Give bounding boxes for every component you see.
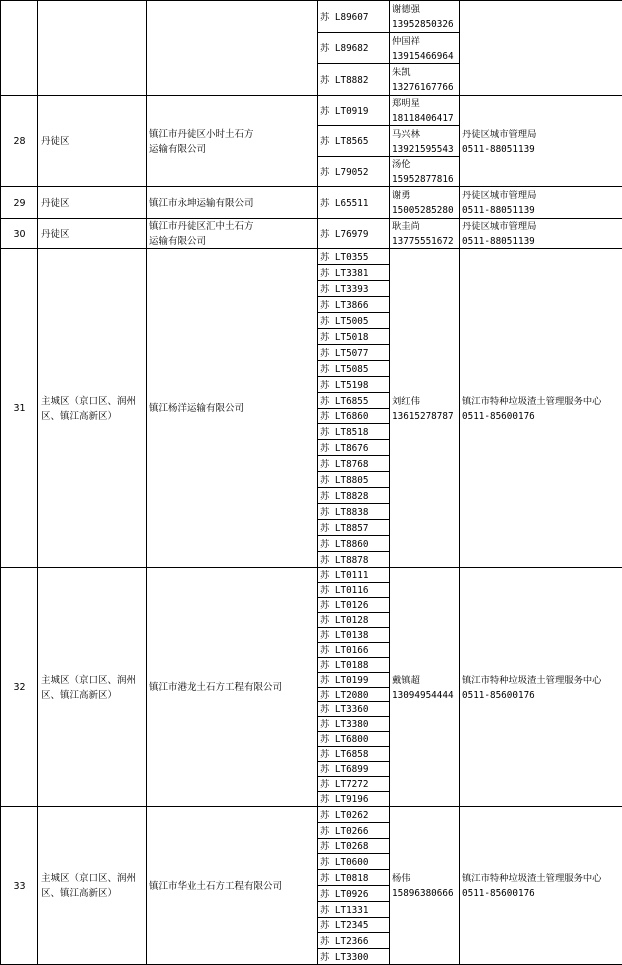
district-cell <box>37 186 147 219</box>
plate-cell <box>317 701 390 717</box>
contact-text: 13615278787 <box>392 410 454 422</box>
plate-cell <box>317 344 390 361</box>
plate-cell <box>317 296 390 313</box>
authority-text: 丹徒区城市管理局 <box>462 221 537 232</box>
contact-cell <box>389 248 460 568</box>
company-name: 镇江市永坤运输有限公司 <box>149 197 254 209</box>
plate-number: 苏 LT0600 <box>320 856 369 868</box>
plate-cell <box>317 312 390 329</box>
company-name: 镇江市丹徒区汇中土石方 <box>149 221 254 232</box>
plate-number: 苏 LT0262 <box>320 809 369 821</box>
plate-cell <box>317 806 390 823</box>
plate-number: 苏 LT0166 <box>320 645 369 656</box>
district-text: 丹徒区 <box>41 136 70 147</box>
company-cell <box>146 186 318 219</box>
contact-text: 18118406417 <box>392 113 454 124</box>
plate-cell <box>317 567 390 583</box>
contact-text: 谢勇 <box>392 190 411 201</box>
plate-cell <box>317 687 390 702</box>
plate-number: 苏 LT0126 <box>320 600 369 611</box>
authority-text: 镇江市特种垃圾渣土管理服务中心 <box>462 395 602 407</box>
authority-text: 0511-85600176 <box>462 410 535 422</box>
plate-number: 苏 LT5018 <box>320 331 369 343</box>
authority-text: 0511-88051139 <box>462 143 535 155</box>
district-text: 主城区（京口区、润州 <box>41 873 137 884</box>
authority-cell <box>459 0 622 96</box>
district-text: 区、镇江高新区） <box>41 888 118 899</box>
plate-cell <box>317 218 390 249</box>
plate-cell <box>317 657 390 673</box>
plate-number: 苏 LT0919 <box>320 105 369 117</box>
authority-text: 0511-85600176 <box>462 888 535 899</box>
plate-number: 苏 L76979 <box>320 228 369 240</box>
contact-text: 13921595543 <box>392 143 454 155</box>
contact-text: 13094954444 <box>392 689 454 701</box>
authority-text: 丹徒区城市管理局 <box>462 190 537 201</box>
plate-cell <box>317 932 390 949</box>
company-name: 运输有限公司 <box>149 236 207 247</box>
plate-number: 苏 LT6860 <box>320 411 369 422</box>
plate-number: 苏 LT3393 <box>320 283 369 295</box>
plate-cell <box>317 186 390 219</box>
contact-text: 仲国祥 <box>392 35 420 47</box>
authority-text: 镇江市特种垃圾渣土管理服务中心 <box>462 674 602 686</box>
plate-number: 苏 LT0188 <box>320 660 369 671</box>
plate-cell <box>317 503 390 520</box>
plate-number: 苏 LT5198 <box>320 379 369 391</box>
contact-cell <box>389 186 460 219</box>
district-cell <box>37 567 147 807</box>
plate-cell <box>317 948 390 965</box>
plate-number: 苏 LT3360 <box>320 704 369 715</box>
plate-number: 苏 LT1331 <box>320 904 369 916</box>
district-text: 主城区（京口区、润州 <box>41 395 137 407</box>
plate-number: 苏 LT2080 <box>320 690 369 701</box>
plate-cell <box>317 551 390 568</box>
plate-number: 苏 LT3866 <box>320 299 369 311</box>
contact-cell <box>389 567 460 807</box>
plate-number: 苏 LT0268 <box>320 841 369 852</box>
plate-number: 苏 LT3380 <box>320 719 369 730</box>
plate-cell <box>317 156 390 187</box>
plate-cell <box>317 408 390 424</box>
plate-number: 苏 LT6855 <box>320 395 369 407</box>
authority-text: 0511-85600176 <box>462 689 535 701</box>
contact-text: 15952877816 <box>392 174 454 185</box>
company-cell <box>146 218 318 249</box>
plate-cell <box>317 746 390 762</box>
plate-cell <box>317 0 390 33</box>
contact-text: 杨伟 <box>392 873 411 884</box>
contact-cell <box>389 63 460 96</box>
plate-cell <box>317 642 390 658</box>
plate-cell <box>317 582 390 598</box>
company-cell <box>146 0 318 96</box>
district-cell <box>37 806 147 965</box>
plate-number: 苏 LT0116 <box>320 585 369 596</box>
contact-text: 13276167766 <box>392 82 454 93</box>
plate-number: 苏 LT0926 <box>320 888 369 900</box>
plate-number: 苏 LT8860 <box>320 538 369 550</box>
plate-number: 苏 LT8805 <box>320 474 369 486</box>
plate-cell <box>317 716 390 732</box>
authority-text: 丹徒区城市管理局 <box>462 128 537 140</box>
plate-cell <box>317 125 390 157</box>
row-number: 32 <box>13 682 26 693</box>
contact-text: 朱凯 <box>392 67 411 78</box>
authority-text: 0511-88051139 <box>462 236 535 247</box>
plate-number: 苏 LT0355 <box>320 251 369 263</box>
plate-cell <box>317 901 390 918</box>
plate-number: 苏 LT0266 <box>320 825 369 837</box>
plate-cell <box>317 535 390 552</box>
plate-number: 苏 LT9196 <box>320 794 369 805</box>
contact-text: 刘红伟 <box>392 395 420 407</box>
authority-cell <box>459 186 622 219</box>
plate-cell <box>317 328 390 345</box>
plate-cell <box>317 761 390 777</box>
plate-number: 苏 L65511 <box>320 197 369 209</box>
district-text: 丹徒区 <box>41 197 70 209</box>
plate-cell <box>317 95 390 126</box>
plate-cell <box>317 487 390 504</box>
plate-cell <box>317 612 390 628</box>
plate-cell <box>317 376 390 393</box>
plate-number: 苏 LT3381 <box>320 267 369 279</box>
plate-number: 苏 LT0138 <box>320 630 369 641</box>
plate-number: 苏 L79052 <box>320 166 369 178</box>
plate-number: 苏 LT0818 <box>320 872 369 884</box>
plate-number: 苏 LT8768 <box>320 458 369 470</box>
contact-cell <box>389 806 460 965</box>
contact-text: 15005285280 <box>392 205 454 216</box>
plate-cell <box>317 392 390 409</box>
plate-number: 苏 LT0128 <box>320 615 369 626</box>
plate-cell <box>317 455 390 472</box>
company-name: 镇江市丹徒区小时土石方 <box>149 128 254 140</box>
plate-number: 苏 LT6800 <box>320 734 369 745</box>
plate-number: 苏 LT2345 <box>320 920 369 931</box>
row-number: 29 <box>13 197 26 209</box>
contact-text: 15896380666 <box>392 888 454 899</box>
district-cell <box>37 218 147 249</box>
company-name: 运输有限公司 <box>149 143 207 155</box>
district-text: 区、镇江高新区） <box>41 689 118 701</box>
row-number: 33 <box>13 880 26 892</box>
plate-number: 苏 LT8518 <box>320 426 369 438</box>
contact-cell <box>389 156 460 187</box>
plate-cell <box>317 627 390 643</box>
plate-number: 苏 LT8676 <box>320 442 369 454</box>
authority-cell <box>459 567 622 807</box>
plate-cell <box>317 731 390 747</box>
row-number-cell <box>0 0 38 96</box>
plate-cell <box>317 791 390 807</box>
authority-cell <box>459 95 622 187</box>
plate-number: 苏 LT8565 <box>320 136 369 147</box>
plate-number: 苏 LT7272 <box>320 779 369 790</box>
authority-cell <box>459 218 622 249</box>
plate-number: 苏 LT2366 <box>320 935 369 947</box>
district-cell <box>37 248 147 568</box>
plate-number: 苏 LT0199 <box>320 675 369 686</box>
plate-cell <box>317 439 390 456</box>
plate-cell <box>317 264 390 281</box>
authority-text: 0511-88051139 <box>462 205 535 216</box>
plate-cell <box>317 248 390 265</box>
company-name: 镇江市港龙土石方工程有限公司 <box>149 682 283 693</box>
plate-number: 苏 LT5077 <box>320 347 369 359</box>
plate-number: 苏 LT5085 <box>320 363 369 375</box>
plate-number: 苏 L89682 <box>320 43 369 54</box>
authority-cell <box>459 806 622 965</box>
plate-cell <box>317 885 390 902</box>
plate-cell <box>317 32 390 64</box>
plate-number: 苏 LT8878 <box>320 554 369 566</box>
district-text: 区、镇江高新区） <box>41 410 118 422</box>
contact-cell <box>389 125 460 157</box>
plate-number: 苏 LT0111 <box>320 570 369 581</box>
row-number-cell <box>0 95 38 187</box>
plate-cell <box>317 672 390 688</box>
contact-text: 郑明星 <box>392 98 420 109</box>
plate-cell <box>317 869 390 886</box>
plate-number: 苏 LT8882 <box>320 74 369 86</box>
district-text: 主城区（京口区、润州 <box>41 674 137 686</box>
plate-number: 苏 LT8838 <box>320 506 369 518</box>
company-cell <box>146 567 318 807</box>
contact-text: 马兴林 <box>392 128 420 140</box>
company-cell <box>146 248 318 568</box>
plate-cell <box>317 853 390 870</box>
contact-text: 汤伦 <box>392 159 411 170</box>
contact-cell <box>389 32 460 64</box>
company-cell <box>146 806 318 965</box>
authority-cell <box>459 248 622 568</box>
plate-number: 苏 L89607 <box>320 11 369 23</box>
plate-cell <box>317 838 390 854</box>
row-number: 31 <box>13 403 26 414</box>
plate-cell <box>317 597 390 613</box>
plate-cell <box>317 776 390 792</box>
company-name: 镇江市华业土石方工程有限公司 <box>149 880 283 892</box>
plate-cell <box>317 822 390 839</box>
plate-number: 苏 LT8857 <box>320 522 369 534</box>
contact-text: 13915466964 <box>392 50 454 62</box>
contact-text: 谢德强 <box>392 4 420 15</box>
plate-number: 苏 LT3300 <box>320 951 369 963</box>
plate-cell <box>317 917 390 933</box>
contact-text: 13775551672 <box>392 236 454 247</box>
row-number: 28 <box>13 136 26 147</box>
contact-text: 13952850326 <box>392 19 454 30</box>
plate-cell <box>317 360 390 377</box>
contact-cell <box>389 0 460 33</box>
plate-cell <box>317 423 390 440</box>
plate-number: 苏 LT6858 <box>320 749 369 760</box>
row-number-cell <box>0 248 38 568</box>
plate-cell <box>317 519 390 536</box>
district-cell <box>37 95 147 187</box>
row-number-cell <box>0 567 38 807</box>
plate-cell <box>317 471 390 488</box>
row-number-cell <box>0 186 38 219</box>
company-cell <box>146 95 318 187</box>
plate-cell <box>317 63 390 96</box>
contact-cell <box>389 218 460 249</box>
district-cell <box>37 0 147 96</box>
contact-text: 耿圭尚 <box>392 221 420 232</box>
plate-number: 苏 LT6899 <box>320 764 369 775</box>
company-name: 镇江杨洋运输有限公司 <box>149 403 245 414</box>
contact-text: 戴镇超 <box>392 674 420 686</box>
authority-text: 镇江市特种垃圾渣土管理服务中心 <box>462 873 602 884</box>
row-number-cell <box>0 218 38 249</box>
row-number: 30 <box>13 228 26 240</box>
district-text: 丹徒区 <box>41 228 70 240</box>
plate-number: 苏 LT5005 <box>320 315 369 327</box>
plate-cell <box>317 280 390 297</box>
plate-number: 苏 LT8828 <box>320 490 369 502</box>
row-number-cell <box>0 806 38 965</box>
contact-cell <box>389 95 460 126</box>
